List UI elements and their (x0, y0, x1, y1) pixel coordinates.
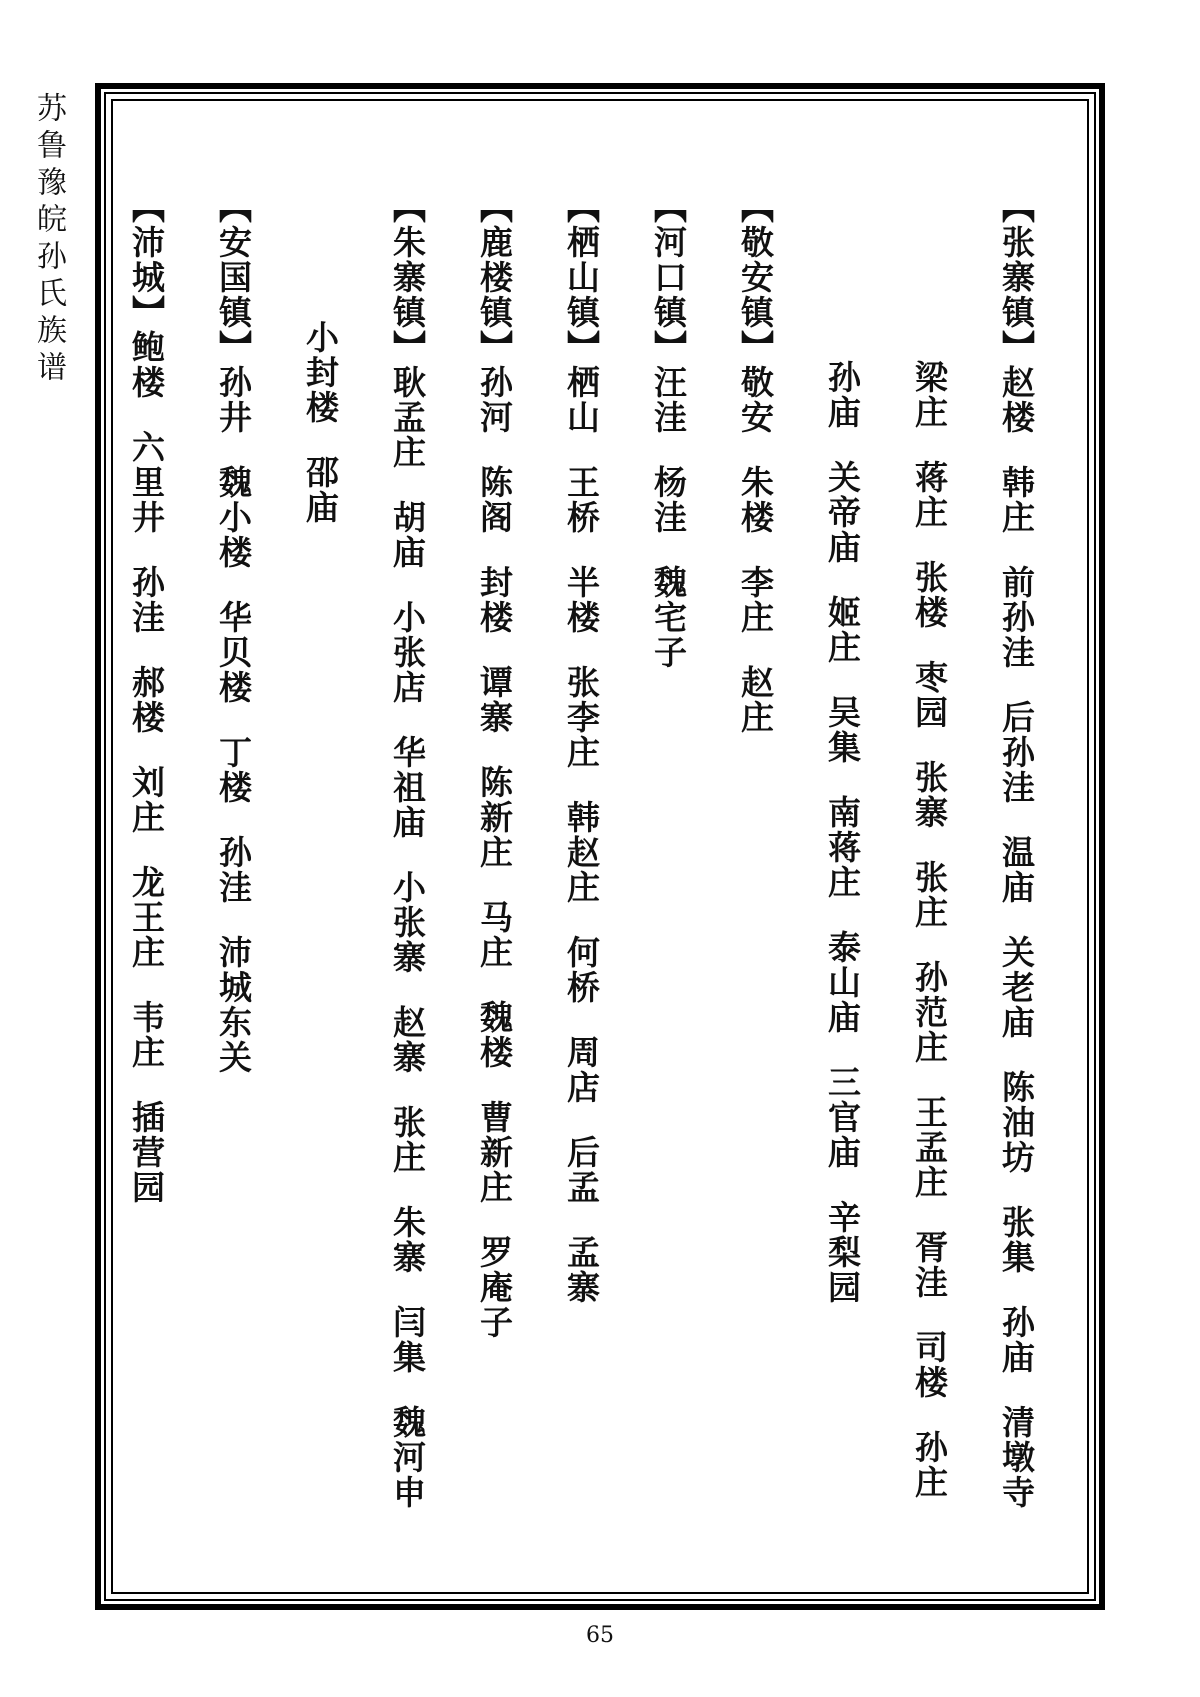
place-name: 梁庄 (910, 360, 949, 430)
place-name: 司楼 (910, 1330, 949, 1400)
place-name: 小封楼 (301, 320, 340, 425)
town-name: 【河口镇】 (649, 190, 688, 365)
place-name: 蒋庄 (910, 460, 949, 530)
place-name: 关帝庙 (823, 460, 862, 565)
place-name: 杨洼 (649, 465, 688, 535)
place-name: 朱楼 (736, 465, 775, 535)
column-jingan-town (712, 190, 799, 1570)
place-name: 温庙 (997, 835, 1036, 905)
place-name: 孙庄 (910, 1430, 949, 1500)
column-zhangzhai-continued-2 (799, 190, 886, 1570)
place-name: 魏楼 (475, 1000, 514, 1070)
place-name: 韦庄 (127, 1000, 166, 1070)
place-name: 张寨 (910, 760, 949, 830)
town-name: 【安国镇】 (214, 190, 253, 365)
place-name: 孙范庄 (910, 960, 949, 1065)
place-name: 吴集 (823, 695, 862, 765)
place-name: 陈新庄 (475, 765, 514, 870)
place-name: 张集 (997, 1205, 1036, 1275)
column-lulou-town (451, 190, 538, 1570)
town-name: 【鹿楼镇】 (475, 190, 514, 365)
book-title: 苏鲁豫皖孙氏族谱 (31, 92, 66, 388)
town-name: 【沛城】 (127, 190, 166, 330)
column-zhuzhai-continued (277, 190, 364, 1570)
place-name: 孙洼 (127, 565, 166, 635)
place-name: 孙井 (214, 365, 253, 435)
place-name: 周店 (562, 1035, 601, 1105)
place-name: 赵寨 (388, 1005, 427, 1075)
place-name: 魏河申 (388, 1405, 427, 1510)
page-number: 65 (586, 1623, 614, 1648)
place-name: 插营园 (127, 1100, 166, 1205)
place-name: 华贝楼 (214, 600, 253, 705)
column-hekou-town (625, 190, 712, 1570)
place-name: 孟寨 (562, 1235, 601, 1305)
place-name: 张庄 (910, 860, 949, 930)
place-name: 曹新庄 (475, 1100, 514, 1205)
place-name: 半楼 (562, 565, 601, 635)
place-name: 枣园 (910, 660, 949, 730)
place-name: 后孟 (562, 1135, 601, 1205)
place-name: 敬安 (736, 365, 775, 435)
place-name: 孙洼 (214, 835, 253, 905)
place-list (120, 190, 1060, 1570)
place-name: 王桥 (562, 465, 601, 535)
place-name: 张庄 (388, 1105, 427, 1175)
town-name: 【栖山镇】 (562, 190, 601, 365)
town-name: 【朱寨镇】 (388, 190, 427, 365)
place-name: 小张寨 (388, 870, 427, 975)
place-name: 六里井 (127, 430, 166, 535)
place-name: 鲍楼 (127, 330, 166, 400)
place-name: 何桥 (562, 935, 601, 1005)
place-name: 赵庄 (736, 665, 775, 735)
place-name: 孙庙 (823, 360, 862, 430)
place-name: 王孟庄 (910, 1095, 949, 1200)
place-name: 赵楼 (997, 365, 1036, 435)
place-name: 陈阁 (475, 465, 514, 535)
place-name: 汪洼 (649, 365, 688, 435)
place-name: 闫集 (388, 1305, 427, 1375)
column-peicheng (103, 190, 190, 1570)
place-name: 罗庵子 (475, 1235, 514, 1340)
column-anguo-town (190, 190, 277, 1570)
place-name: 清墩寺 (997, 1405, 1036, 1510)
place-name: 李庄 (736, 565, 775, 635)
place-name: 泰山庙 (823, 930, 862, 1035)
place-name: 辛梨园 (823, 1200, 862, 1305)
place-name: 后孙洼 (997, 700, 1036, 805)
place-name: 孙庙 (997, 1305, 1036, 1375)
place-name: 南蒋庄 (823, 795, 862, 900)
place-name: 孙河 (475, 365, 514, 435)
place-name: 魏宅子 (649, 565, 688, 670)
place-name: 朱寨 (388, 1205, 427, 1275)
place-name: 魏小楼 (214, 465, 253, 570)
place-name: 韩庄 (997, 465, 1036, 535)
place-name: 华祖庙 (388, 735, 427, 840)
column-qishan-town (538, 190, 625, 1570)
place-name: 封楼 (475, 565, 514, 635)
place-name: 刘庄 (127, 765, 166, 835)
place-name: 胡庙 (388, 500, 427, 570)
place-name: 龙王庄 (127, 865, 166, 970)
place-name: 栖山 (562, 365, 601, 435)
place-name: 姬庄 (823, 595, 862, 665)
place-name: 关老庙 (997, 935, 1036, 1040)
place-name: 张李庄 (562, 665, 601, 770)
place-name: 前孙洼 (997, 565, 1036, 670)
place-name: 胥洼 (910, 1230, 949, 1300)
column-zhuzhai-town (364, 190, 451, 1570)
place-name: 小张店 (388, 600, 427, 705)
place-name: 郝楼 (127, 665, 166, 735)
place-name: 谭寨 (475, 665, 514, 735)
place-name: 马庄 (475, 900, 514, 970)
place-name: 丁楼 (214, 735, 253, 805)
place-name: 三官庙 (823, 1065, 862, 1170)
town-name: 【张寨镇】 (997, 190, 1036, 365)
place-name: 张楼 (910, 560, 949, 630)
place-name: 沛城东关 (214, 935, 253, 1075)
place-name: 陈油坊 (997, 1070, 1036, 1175)
place-name: 耿孟庄 (388, 365, 427, 470)
town-name: 【敬安镇】 (736, 190, 775, 365)
column-zhangzhai-town (973, 190, 1060, 1570)
place-name: 邵庙 (301, 455, 340, 525)
column-zhangzhai-continued-1 (886, 190, 973, 1570)
place-name: 韩赵庄 (562, 800, 601, 905)
